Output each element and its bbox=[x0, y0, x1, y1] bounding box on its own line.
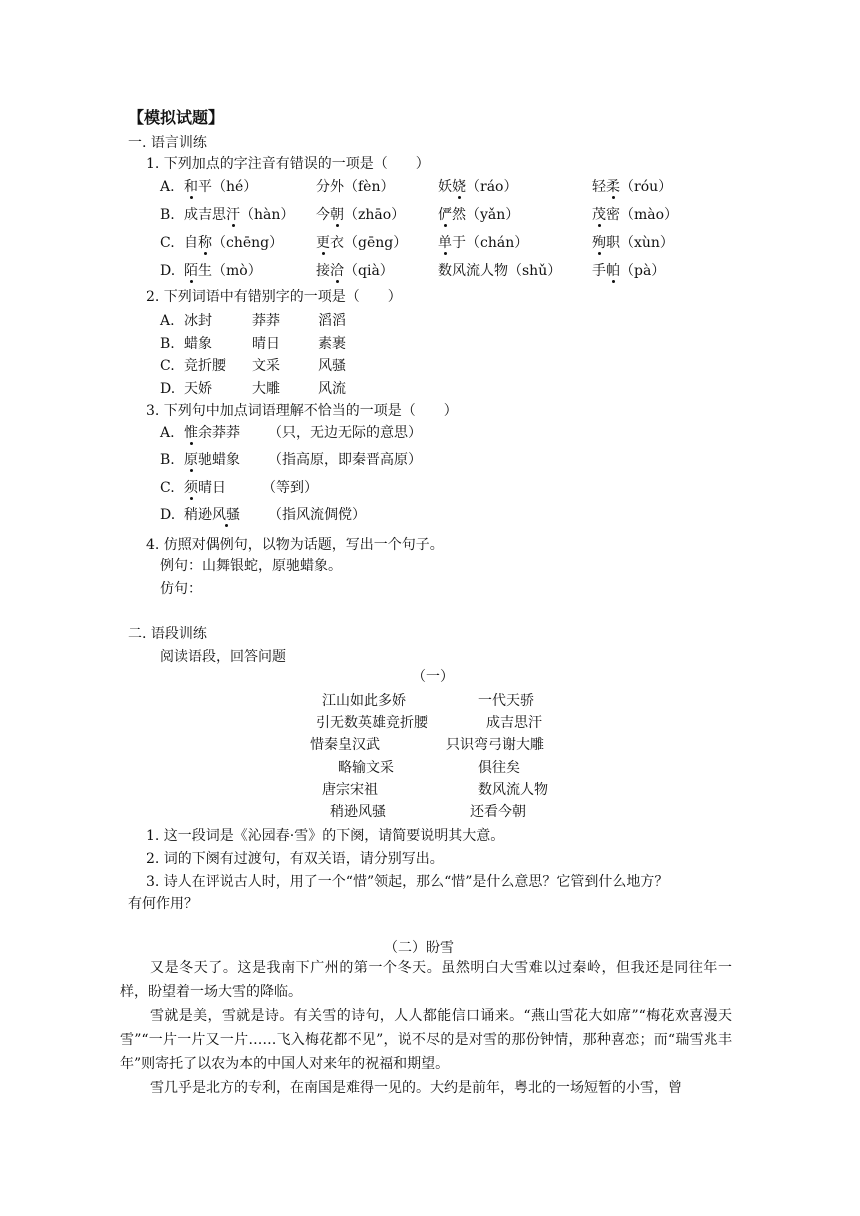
item-text: 妖 bbox=[438, 179, 452, 195]
part-2-title: （二）盼雪 bbox=[384, 940, 454, 956]
q2-option-word: 风骚 bbox=[318, 358, 346, 374]
section-2-title: 二. 语段训练 bbox=[128, 626, 207, 642]
poem-line-right: 只识弯弓谢大雕 bbox=[446, 737, 544, 753]
q3-option-label: D. bbox=[160, 507, 176, 523]
question-3: 3. 诗人在评说古人时，用了一个“惜”领起，那么“惜”是什么意思？它管到什么地方？ bbox=[146, 874, 669, 890]
q1-option-item bbox=[184, 264, 262, 278]
emphasis-char: 朝 bbox=[330, 207, 344, 223]
phrase-text: 稍逊 bbox=[184, 507, 212, 523]
item-text: 生（mò） bbox=[198, 263, 262, 279]
question-3-cont: 有何作用？ bbox=[128, 896, 198, 912]
q1-option-item bbox=[438, 180, 517, 194]
q3-option-gloss: （只，无边无际的意思） bbox=[268, 425, 422, 441]
section-2-intro: 阅读语段，回答问题 bbox=[160, 649, 286, 665]
q2-option-word: 素裹 bbox=[318, 336, 346, 352]
item-text: 然（yǎn） bbox=[452, 207, 520, 223]
q4-stem: 4. 仿照对偶例句，以物为话题，写出一个句子。 bbox=[146, 537, 444, 553]
poem-line-left: 稍逊风骚 bbox=[330, 804, 386, 820]
q2-option-word: 晴日 bbox=[252, 336, 280, 352]
part-1-title: （一） bbox=[412, 669, 454, 685]
q3-option-label: A. bbox=[160, 425, 175, 441]
item-text: （chēng） bbox=[212, 235, 284, 251]
emphasis-char: 殉 bbox=[592, 235, 606, 251]
phrase-text: 驰蜡象 bbox=[198, 452, 240, 468]
q1-option-item bbox=[184, 236, 283, 250]
item-text: 今 bbox=[316, 207, 330, 223]
q1-option-item bbox=[316, 264, 394, 278]
q2-option-word: 滔滔 bbox=[318, 313, 346, 329]
q2-stem: 2. 下列词语中有错别字的一项是（ ） bbox=[146, 289, 402, 305]
q3-option-gloss: （等到） bbox=[262, 480, 318, 496]
q2-option-label: D. bbox=[160, 381, 176, 397]
item-text: 密（mào） bbox=[606, 207, 679, 223]
q1-stem: 1. 下列加点的字注音有错误的一项是（ ） bbox=[146, 156, 430, 172]
q4-imitate: 仿句： bbox=[160, 581, 202, 597]
emphasis-char: 茂 bbox=[592, 207, 606, 223]
poem-line-left: 惜秦皇汉武 bbox=[310, 737, 380, 753]
emphasis-char: 柔 bbox=[606, 179, 620, 195]
q1-option-item bbox=[438, 264, 561, 278]
emphasis-char: 陌 bbox=[184, 263, 198, 279]
item-text: 平（hé） bbox=[198, 179, 258, 195]
q3-option-gloss: （指风流倜傥） bbox=[268, 507, 366, 523]
item-text: （róu） bbox=[620, 179, 673, 195]
emphasis-char: 帕 bbox=[606, 263, 620, 279]
emphasis-char: 更 bbox=[316, 235, 330, 251]
item-text: 衣（gēng） bbox=[330, 235, 408, 251]
q3-option-phrase bbox=[184, 481, 226, 495]
item-text: 成吉思 bbox=[184, 207, 226, 223]
item-text: 职（xùn） bbox=[606, 235, 674, 251]
q1-option-item bbox=[184, 180, 257, 194]
q1-option-item bbox=[316, 236, 407, 250]
emphasis-char: 俨 bbox=[438, 207, 452, 223]
q3-option-phrase bbox=[184, 426, 240, 440]
item-text: 于（chán） bbox=[452, 235, 529, 251]
question-1: 1. 这一段词是《沁园春·雪》的下阕，请简要说明其大意。 bbox=[146, 828, 505, 844]
item-text: 自 bbox=[184, 235, 198, 251]
poem-line-right: 数风流人物 bbox=[478, 782, 548, 798]
paragraph-3: 雪几乎是北方的专利，在南国是难得一见的。大约是前年，粤北的一场短暂的小雪，曾 bbox=[150, 1080, 682, 1096]
paragraph-1: 又是冬天了。这是我南下广州的第一个冬天。虽然明白大雪难以过秦岭，但我还是同往年一样，盼望着一场大雪的降临。 bbox=[120, 960, 732, 1000]
q3-option-gloss: （指高原，即秦晋高原） bbox=[268, 452, 422, 468]
q1-option-label: A. bbox=[160, 179, 175, 195]
q2-option-word: 竞折腰 bbox=[184, 358, 226, 374]
poem-line-left: 引无数英雄竞折腰 bbox=[316, 715, 428, 731]
poem-line-left: 江山如此多娇 bbox=[322, 693, 406, 709]
q2-option-word: 大雕 bbox=[252, 381, 280, 397]
q2-option-word: 天娇 bbox=[184, 381, 212, 397]
q1-option-item bbox=[316, 208, 405, 222]
q2-option-label: A. bbox=[160, 313, 175, 329]
poem-line-right: 成吉思汗 bbox=[486, 715, 542, 731]
item-text: 轻 bbox=[592, 179, 606, 195]
phrase-text: 余莽莽 bbox=[198, 425, 240, 441]
q2-option-word: 莽莽 bbox=[252, 313, 280, 329]
q1-option-item bbox=[592, 180, 672, 194]
q1-option-item bbox=[438, 208, 519, 222]
item-text: 数风流人物（shǔ） bbox=[438, 263, 562, 279]
emphasis-char: 单 bbox=[438, 235, 452, 251]
item-text: （qià） bbox=[344, 263, 394, 279]
q1-option-label: C. bbox=[160, 235, 175, 251]
emphasis-word: 须 bbox=[184, 480, 198, 496]
q2-option-label: C. bbox=[160, 358, 175, 374]
q3-option-phrase bbox=[184, 453, 240, 467]
item-text: （pà） bbox=[620, 263, 666, 279]
poem-line-left: 唐宗宋祖 bbox=[322, 782, 378, 798]
q1-option-item bbox=[592, 264, 665, 278]
q3-stem: 3. 下列句中加点词语理解不恰当的一项是（ ） bbox=[146, 403, 458, 419]
q4-example: 例句：山舞银蛇，原驰蜡象。 bbox=[160, 558, 342, 574]
item-text: （hàn） bbox=[240, 207, 295, 223]
q3-option-label: B. bbox=[160, 452, 175, 468]
q1-option-label: D. bbox=[160, 263, 176, 279]
q1-option-item bbox=[316, 180, 394, 194]
emphasis-char: 娆 bbox=[452, 179, 466, 195]
emphasis-char: 洽 bbox=[330, 263, 344, 279]
page-heading: 【模拟试题】 bbox=[128, 108, 225, 127]
section-1-title: 一. 语言训练 bbox=[128, 135, 207, 151]
emphasis-word: 风骚 bbox=[212, 507, 240, 523]
emphasis-char: 汗 bbox=[226, 207, 240, 223]
paragraph-2: 雪就是美，雪就是诗。有关雪的诗句，人人都能信口诵来。“燕山雪花大如席”“梅花欢喜漫天雪”“一片一片又一片……飞入梅花都不见”，说不尽的是对雪的那份钟情，那种喜恋；而“瑞雪兆丰年”则寄托了以农为本的中国人对来年的祝福和期望。 bbox=[120, 1008, 732, 1072]
q2-option-word: 风流 bbox=[318, 381, 346, 397]
emphasis-char: 和 bbox=[184, 179, 198, 195]
q3-option-label: C. bbox=[160, 480, 175, 496]
q1-option-item bbox=[438, 236, 528, 250]
item-text: 接 bbox=[316, 263, 330, 279]
q1-option-item bbox=[184, 208, 294, 222]
emphasis-char: 称 bbox=[198, 235, 212, 251]
item-text: 分外（fèn） bbox=[316, 179, 395, 195]
item-text: 手 bbox=[592, 263, 606, 279]
q1-option-label: B. bbox=[160, 207, 175, 223]
emphasis-word: 原 bbox=[184, 452, 198, 468]
emphasis-word: 惟 bbox=[184, 425, 198, 441]
phrase-text: 晴日 bbox=[198, 480, 226, 496]
q2-option-word: 冰封 bbox=[184, 313, 212, 329]
q2-option-label: B. bbox=[160, 336, 175, 352]
item-text: （zhāo） bbox=[344, 207, 406, 223]
poem-line-left: 略输文采 bbox=[338, 760, 394, 776]
poem-line-right: 俱往矣 bbox=[478, 760, 520, 776]
poem-line-right: 还看今朝 bbox=[470, 804, 526, 820]
q1-option-item bbox=[592, 208, 678, 222]
q1-option-item bbox=[592, 236, 674, 250]
question-2: 2. 词的下阕有过渡句，有双关语，请分别写出。 bbox=[146, 851, 444, 867]
poem-line-right: 一代天骄 bbox=[478, 693, 534, 709]
q2-option-word: 蜡象 bbox=[184, 336, 212, 352]
q2-option-word: 文采 bbox=[252, 358, 280, 374]
item-text: （ráo） bbox=[466, 179, 518, 195]
q3-option-phrase bbox=[184, 508, 240, 522]
